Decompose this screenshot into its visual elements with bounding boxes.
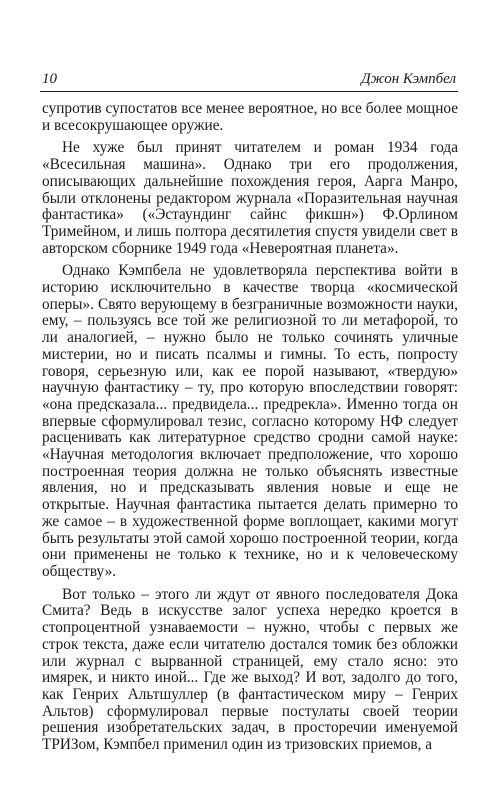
paragraph: Однако Кэмпбела не удовлетворяла перспектива войти в историю исключительно в качестве творца «космической оперы». Свято верующему в безграничные возможности науки, ему, – пользуясь все той же религиозной то ли метафорой, то ли аналогией, – нужно было не только сочинять уличные мистерии, но и писать псалмы и гимны. То есть, попросту говоря, серьезную или, как ее порой называют, «твердую» научную фантастику – ту, про которую впоследствии говорят: «она предсказала... предвидела... предрекла». Именно тогда он впервые сформулировал тезис, согласно которому НФ следует расценивать как литературное средство сродни самой науке: «Научная методология включает предположение, что хорошо построенная теория должна не только объяснять известные явления, но и предсказывать явления новые и еще не открытые. Научная фантастика пытается делать примерно то же самое – в художественной форме воплощает, какими могут быть результаты этой самой хорошо построенной теории, когда они применены не только к технике, но и к человеческому обществу». (42, 262, 458, 580)
body-text (42, 101, 458, 754)
page-number: 10 (42, 71, 57, 87)
paragraph-continuation: супротив супостатов все менее вероятное, но все более мощное и всесокрушающее оружие. (42, 100, 458, 134)
running-title: Джон Кэмпбел (361, 71, 456, 87)
paragraph: Вот только – этого ли ждут от явного последователя Дока Смита? Ведь в искусстве залог успеха нередко кроется в стопроцентной узнаваемости – нужно, чтобы с первых же строк текста, даже если читателю достался томик без обложки или журнал с вырванной страницей, ему стало ясно: это имярек, и никто иной... Где же выход? И вот, задолго до того, как Генрих Альтшуллер (в фантастическом миру – Генрих Альтов) сформулировал первые постулаты своей теории решения изобретательских задач, в просторечии именуемой ТРИЗом, Кэмпбел применил один из тризовских приемов, а (42, 585, 458, 754)
running-head (40, 70, 458, 88)
header-rule (40, 91, 458, 92)
paragraph: Не хуже был принят читателем и роман 1934 года «Всесильная машина». Однако три его продолжения, описывающих дальнейшие похождения героя, Аарга Манро, были отклонены редактором журнала «Поразительная научная фантастика» («Эстаундинг сайнс фикшн») Ф.Орлином Тримейном, и лишь полтора десятилетия спустя увидели свет в авторском сборнике 1949 года «Невероятная планета». (42, 139, 458, 257)
